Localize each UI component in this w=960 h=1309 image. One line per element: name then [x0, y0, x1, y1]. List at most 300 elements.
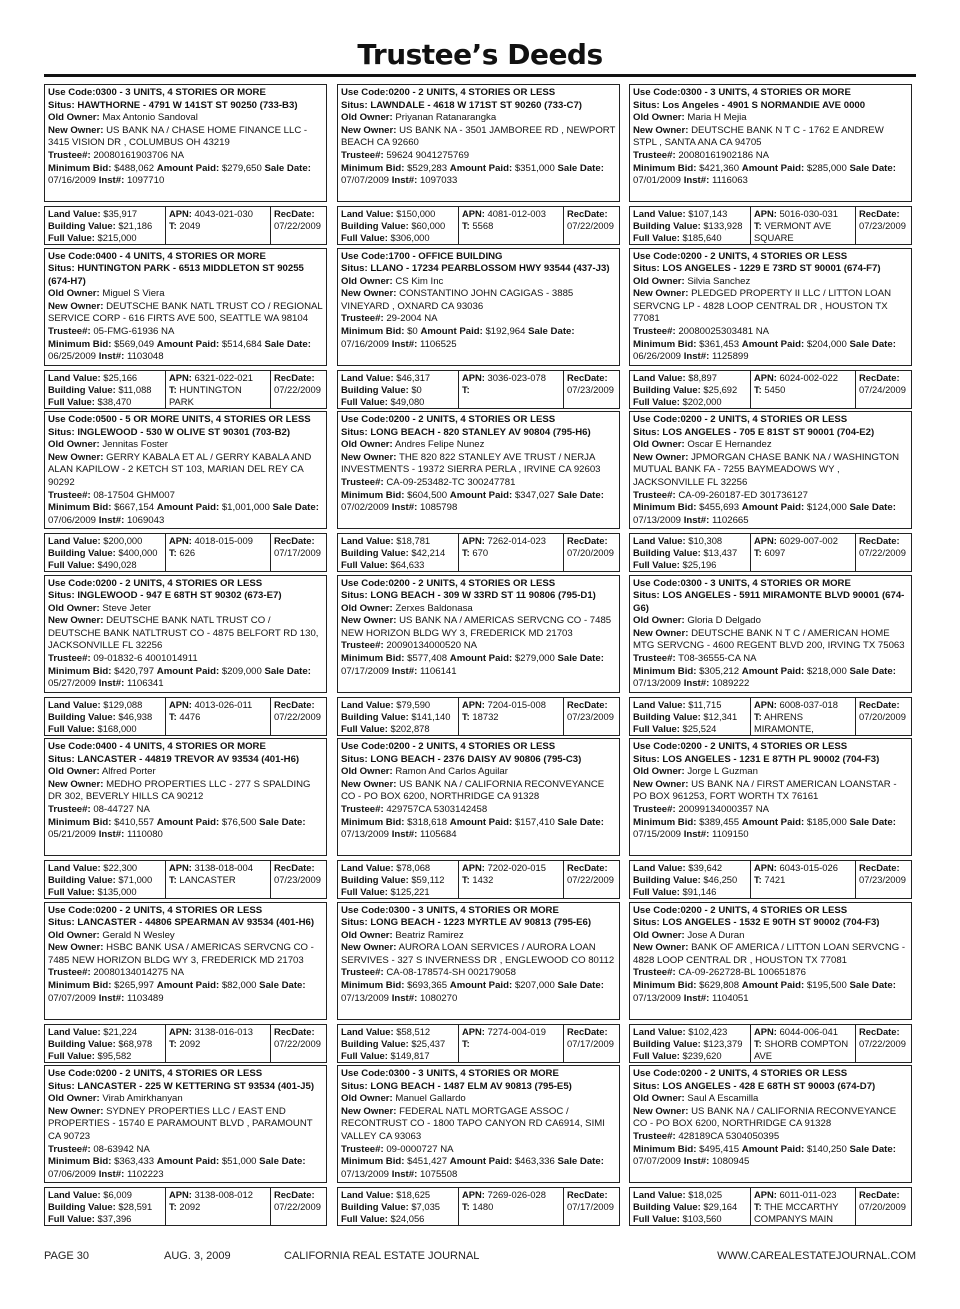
- bid-line: [48, 502, 323, 527]
- tract-line: [462, 1201, 560, 1213]
- apn-cell: [165, 1188, 270, 1225]
- situs-address: Situs: LOS ANGELES - 5911 MIRAMONTE BLVD 90001 (674-G6): [633, 590, 905, 614]
- amount-paid-label: Amount Paid:: [156, 980, 220, 992]
- new-owner-line: [633, 1106, 908, 1131]
- min-bid-label: Minimum Bid:: [341, 653, 405, 665]
- situs-address: Situs: LAWNDALE - 4618 W 171ST ST 90260 (733-C7): [341, 99, 582, 111]
- full-value-label: Full Value:: [633, 886, 680, 898]
- sale-date-value: 07/15/2009: [633, 829, 682, 841]
- trustee-line: [48, 967, 323, 980]
- tract-value: 5568: [472, 220, 494, 232]
- new-owner-line: [48, 942, 323, 967]
- values-cell: [630, 1026, 750, 1063]
- inst-label: Inst#:: [391, 829, 418, 841]
- use-code: Use Code:0200 - 2 UNITS, 4 STORIES OR LESS: [633, 741, 848, 752]
- values-cell: [338, 535, 458, 572]
- trustee-number: 08-17504 GHM007: [93, 489, 175, 501]
- old-owner-label: Old Owner:: [633, 615, 685, 627]
- old-owner-name: Max Antonio Sandoval: [102, 112, 198, 124]
- land-value: $200,000: [103, 535, 143, 546]
- bid-line: [633, 1144, 908, 1169]
- full-value: $239,620: [682, 1049, 722, 1061]
- building-value-line: [48, 711, 162, 723]
- building-value-label: Building Value:: [48, 220, 116, 232]
- min-bid-value: $604,500: [407, 489, 448, 501]
- tract-label: T:: [169, 710, 177, 722]
- apn-line: [462, 699, 560, 711]
- apn-number: 6029-007-002: [779, 535, 838, 546]
- amount-paid-label: Amount Paid:: [156, 816, 220, 828]
- old-owner-line: [48, 603, 323, 616]
- trustee-line: [48, 150, 323, 163]
- amount-paid-value: $124,000: [806, 502, 847, 514]
- building-value-line: [48, 384, 162, 396]
- old-owner-name: Gerald N Wesley: [102, 929, 175, 941]
- building-value-label: Building Value:: [48, 1201, 116, 1213]
- old-owner-name: Maria H Mejia: [687, 112, 747, 124]
- situs-line: [633, 427, 908, 440]
- trustee-number: 09-0000727 NA: [386, 1143, 454, 1155]
- tract-label: T:: [754, 383, 762, 395]
- min-bid-value: $265,997: [114, 980, 155, 992]
- min-bid-label: Minimum Bid:: [341, 1156, 405, 1168]
- use-code: Use Code:0300 - 3 UNITS, 4 STORIES OR MORE: [633, 87, 851, 98]
- tract-label: T:: [462, 710, 470, 722]
- situs-address: Situs: LANCASTER - 44806 SPEARMAN AV 93534 (401-H6): [48, 917, 315, 929]
- valuation-box: [337, 533, 620, 572]
- apn-cell: [458, 534, 563, 571]
- values-cell: [45, 208, 165, 245]
- deed-details: [629, 575, 912, 693]
- rec-date-cell: [563, 1188, 620, 1225]
- land-value-label: Land Value:: [341, 535, 394, 546]
- situs-address: Situs: INGLEWOOD - 530 W OLIVE ST 90301 (703-B2): [48, 426, 291, 438]
- situs-line: [48, 263, 323, 288]
- rec-date-cell: [563, 371, 620, 408]
- new-owner-name: AURORA LOAN SERVICES / AURORA LOAN SERVIVES - 327 S INVERNESS DR , ENGLEWOOD CO 80112: [341, 942, 615, 966]
- trustee-label: Trustee#:: [48, 967, 91, 979]
- new-owner-name: GERRY KABALA ET AL / GERRY KABALA AND ALAN KAPILOW - 2 KETCH ST 103, MARIAN DEL REY CA 90292: [48, 451, 312, 488]
- building-value: $60,000: [411, 220, 446, 232]
- rec-date-value: 07/23/2009: [567, 710, 614, 722]
- full-value: $306,000: [390, 232, 430, 244]
- rec-date-label: RecDate:: [567, 862, 608, 873]
- old-owner-label: Old Owner:: [48, 439, 100, 451]
- tract-value: AHRENS MIRAMONTE,: [754, 710, 814, 734]
- new-owner-line: [341, 452, 616, 477]
- full-value-label: Full Value:: [341, 395, 388, 407]
- sale-date-label: Sale Date:: [264, 665, 311, 677]
- building-value-label: Building Value:: [341, 874, 409, 886]
- min-bid-label: Minimum Bid:: [633, 816, 697, 828]
- building-value: $46,938: [118, 710, 153, 722]
- rec-date-value: 07/17/2009: [567, 1201, 614, 1213]
- apn-line: [754, 862, 852, 874]
- trustee-label: Trustee#:: [341, 149, 384, 161]
- min-bid-value: $451,427: [407, 1156, 448, 1168]
- rec-date-label: RecDate:: [274, 1189, 315, 1200]
- old-owner-line: [341, 766, 616, 779]
- bid-line: [48, 980, 323, 1005]
- amount-paid-value: $463,336: [514, 1156, 555, 1168]
- rec-date-label: RecDate:: [274, 371, 315, 383]
- situs-address: Situs: LOS ANGELES - 428 E 68TH ST 90003 (674-D7): [633, 1080, 876, 1092]
- trustee-line: [633, 490, 908, 503]
- deed-details: [629, 1065, 912, 1183]
- old-owner-line: [633, 112, 908, 125]
- land-value-line: [633, 699, 747, 711]
- old-owner-label: Old Owner:: [48, 1093, 100, 1105]
- use-code-line: [633, 414, 908, 427]
- amount-paid-value: $185,000: [806, 816, 847, 828]
- land-value: $46,317: [396, 371, 431, 383]
- trustee-number: 08-63942 NA: [93, 1143, 150, 1155]
- values-cell: [45, 535, 165, 572]
- sale-date-value: 05/21/2009: [48, 829, 97, 841]
- land-value-line: [48, 699, 162, 711]
- situs-line: [633, 263, 908, 276]
- use-code: Use Code:0200 - 2 UNITS, 4 STORIES OR LESS: [633, 414, 848, 425]
- apn-label: APN:: [169, 208, 192, 219]
- old-owner-name: Ramon And Carlos Aguilar: [395, 766, 508, 778]
- full-value-label: Full Value:: [48, 559, 95, 571]
- trustee-label: Trustee#:: [633, 149, 676, 161]
- rec-date-value: 07/23/2009: [567, 383, 614, 395]
- old-owner-label: Old Owner:: [633, 439, 685, 451]
- inst-value: 1089222: [711, 678, 750, 690]
- amount-paid-value: $76,500: [221, 816, 257, 828]
- inst-label: Inst#:: [98, 175, 125, 187]
- old-owner-label: Old Owner:: [341, 929, 393, 941]
- use-code: Use Code:0200 - 2 UNITS, 4 STORIES OR LESS: [341, 87, 556, 98]
- trustee-label: Trustee#:: [633, 967, 676, 979]
- apn-cell: [750, 534, 855, 571]
- sale-date-label: Sale Date:: [849, 980, 896, 992]
- sale-date-value: 07/13/2009: [633, 514, 682, 526]
- deed-record: [44, 248, 331, 412]
- sale-date-label: Sale Date:: [557, 489, 604, 501]
- use-code: Use Code:0200 - 2 UNITS, 4 STORIES OR LESS: [633, 904, 848, 916]
- full-value-line: [633, 232, 747, 244]
- trustee-number: 429757CA 5303142458: [386, 803, 488, 815]
- land-value: $107,143: [688, 208, 728, 219]
- rec-date-cell: [563, 861, 620, 898]
- building-value-line: [633, 711, 747, 723]
- valuation-box: [44, 1024, 327, 1063]
- building-value-line: [48, 874, 162, 886]
- use-code: Use Code:0300 - 3 UNITS, 4 STORIES OR MORE: [633, 577, 851, 589]
- min-bid-label: Minimum Bid:: [633, 980, 697, 992]
- bid-line: [633, 817, 908, 842]
- new-owner-name: DEUTSCHE BANK NATL TRUST CO / REGIONAL SERVICE CORP - 616 FIRTS AVE 500, SEATTLE WA 98104: [48, 300, 323, 325]
- sale-date-value: 07/06/2009: [48, 514, 97, 526]
- full-value-line: [341, 723, 455, 735]
- full-value: $202,000: [682, 395, 722, 407]
- inst-value: 1104051: [711, 992, 749, 1004]
- valuation-box: [337, 1024, 620, 1063]
- rec-date-label: RecDate:: [567, 1025, 608, 1037]
- trustee-number: 20090134000520 NA: [386, 640, 478, 652]
- building-value: $7,035: [411, 1201, 441, 1213]
- new-owner-name: DEUTSCHE BANK NATL TRUST CO / DEUTSCHE BANK NATLTRUST CO - 4875 BELFORT RD 130, JACKSONVILLE FL 32256: [48, 615, 319, 652]
- rec-date-value: 07/22/2009: [274, 1037, 321, 1049]
- new-owner-label: New Owner:: [341, 942, 397, 954]
- old-owner-label: Old Owner:: [341, 112, 393, 124]
- values-cell: [45, 699, 165, 736]
- situs-line: [48, 427, 323, 440]
- new-owner-label: New Owner:: [633, 627, 689, 639]
- old-owner-label: Old Owner:: [633, 929, 685, 941]
- full-value-label: Full Value:: [48, 886, 95, 898]
- old-owner-line: [48, 439, 323, 452]
- full-value-line: [48, 1213, 162, 1225]
- inst-value: 1085798: [419, 502, 458, 514]
- tract-value: 1480: [472, 1201, 494, 1213]
- full-value: $91,146: [682, 886, 717, 898]
- building-value: $29,164: [703, 1201, 738, 1213]
- land-value-line: [48, 862, 162, 874]
- deed-details: [337, 411, 620, 529]
- amount-paid-value: $209,000: [221, 665, 262, 677]
- valuation-box: [629, 860, 912, 899]
- tract-label: T:: [169, 547, 177, 559]
- use-code-line: [341, 251, 616, 264]
- land-value-label: Land Value:: [341, 371, 394, 383]
- apn-cell: [458, 207, 563, 244]
- building-value-line: [341, 384, 455, 396]
- min-bid-label: Minimum Bid:: [633, 502, 697, 514]
- building-value-label: Building Value:: [48, 710, 116, 722]
- rec-date-label: RecDate:: [567, 371, 608, 383]
- trustee-line: [341, 1144, 616, 1157]
- min-bid-label: Minimum Bid:: [341, 816, 405, 828]
- trustee-label: Trustee#:: [48, 326, 91, 338]
- use-code-line: [633, 87, 908, 100]
- tract-label: T:: [754, 220, 762, 232]
- min-bid-value: $389,455: [699, 816, 740, 828]
- footer-page-number: PAGE 30: [44, 1250, 90, 1262]
- full-value-line: [48, 886, 162, 898]
- land-value: $21,224: [103, 1025, 138, 1037]
- apn-number: 5016-030-031: [779, 208, 838, 219]
- min-bid-value: $363,433: [114, 1156, 155, 1168]
- trustee-line: [48, 326, 323, 339]
- apn-line: [754, 1189, 852, 1201]
- inst-value: 1103489: [126, 992, 164, 1004]
- trustee-number: 20080161902186 NA: [678, 149, 770, 161]
- sale-date-label: Sale Date:: [849, 816, 896, 828]
- sale-date-label: Sale Date:: [557, 162, 604, 174]
- building-value-line: [48, 547, 162, 559]
- sale-date-label: Sale Date:: [849, 162, 896, 174]
- land-value-line: [341, 372, 455, 384]
- values-cell: [338, 1026, 458, 1063]
- land-value-label: Land Value:: [48, 535, 101, 546]
- situs-line: [48, 917, 323, 930]
- building-value-label: Building Value:: [633, 874, 701, 886]
- sale-date-value: 07/07/2009: [48, 992, 97, 1004]
- tract-label: T:: [754, 1037, 762, 1049]
- situs-line: [341, 263, 616, 276]
- amount-paid-label: Amount Paid:: [156, 665, 220, 677]
- building-value-label: Building Value:: [633, 1201, 701, 1213]
- use-code-line: [341, 905, 616, 918]
- building-value-label: Building Value:: [341, 1201, 409, 1213]
- rec-date-value: 07/23/2009: [859, 874, 906, 886]
- use-code: Use Code:0200 - 2 UNITS, 4 STORIES OR LESS: [48, 904, 263, 916]
- apn-label: APN:: [169, 1025, 192, 1037]
- full-value: $24,056: [390, 1213, 425, 1225]
- trustee-label: Trustee#:: [633, 1130, 676, 1142]
- min-bid-label: Minimum Bid:: [633, 665, 697, 677]
- deed-details: [337, 1065, 620, 1183]
- apn-cell: [750, 207, 855, 244]
- full-value-line: [341, 396, 455, 408]
- building-value-line: [633, 874, 747, 886]
- full-value-line: [633, 559, 747, 571]
- bid-line: [633, 980, 908, 1005]
- situs-address: Situs: LOS ANGELES - 1532 E 90TH ST 90002 (704-F3): [633, 917, 880, 929]
- use-code-line: [341, 578, 616, 591]
- tract-value: 2092: [179, 1201, 201, 1213]
- min-bid-value: $305,212: [699, 665, 740, 677]
- use-code: Use Code:0200 - 2 UNITS, 4 STORIES OR LESS: [48, 1068, 263, 1079]
- land-value-line: [48, 535, 162, 547]
- amount-paid-label: Amount Paid:: [741, 980, 805, 992]
- new-owner-line: [341, 288, 616, 313]
- building-value-label: Building Value:: [48, 383, 116, 395]
- trustee-label: Trustee#:: [48, 803, 91, 815]
- building-value: $0: [411, 383, 422, 395]
- apn-line: [462, 372, 560, 384]
- rec-date-label: RecDate:: [859, 1025, 900, 1037]
- valuation-box: [44, 206, 327, 245]
- full-value-label: Full Value:: [633, 1049, 680, 1061]
- deed-record: [337, 575, 624, 739]
- old-owner-line: [48, 288, 323, 301]
- rec-date-value: 07/22/2009: [859, 547, 906, 559]
- inst-value: 1106341: [126, 678, 164, 690]
- valuation-box: [337, 697, 620, 736]
- situs-line: [48, 590, 323, 603]
- use-code-line: [48, 905, 323, 918]
- rec-date-cell: [563, 534, 620, 571]
- sale-date-label: Sale Date:: [849, 665, 896, 677]
- tract-line: [754, 874, 852, 886]
- sale-date-label: Sale Date:: [557, 1156, 604, 1168]
- tract-label: T:: [462, 1037, 470, 1049]
- apn-line: [754, 372, 852, 384]
- new-owner-name: DEUTSCHE BANK N T C - 1762 E ANDREW STPL , SANTA ANA CA 94705: [633, 124, 884, 149]
- land-value: $25,166: [103, 371, 138, 383]
- inst-value: 1075508: [419, 1168, 458, 1180]
- values-cell: [630, 699, 750, 736]
- bid-line: [633, 666, 908, 691]
- building-value-line: [633, 1201, 747, 1213]
- inst-value: 1097710: [126, 175, 165, 187]
- deed-record: [44, 411, 331, 575]
- new-owner-line: [633, 125, 908, 150]
- new-owner-label: New Owner:: [341, 124, 397, 136]
- tract-value: 4476: [179, 710, 201, 722]
- rec-date-value: 07/20/2009: [567, 547, 614, 559]
- trustee-line: [48, 1144, 323, 1157]
- land-value-line: [633, 535, 747, 547]
- apn-number: 3036-023-078: [487, 371, 546, 383]
- sale-date-value: 07/13/2009: [341, 1168, 390, 1180]
- rec-date-label: RecDate:: [859, 371, 900, 383]
- new-owner-label: New Owner:: [633, 942, 689, 954]
- tract-line: [754, 384, 852, 396]
- full-value-label: Full Value:: [48, 722, 95, 734]
- sale-date-value: 07/16/2009: [48, 175, 97, 187]
- valuation-box: [337, 206, 620, 245]
- trustee-label: Trustee#:: [633, 489, 676, 501]
- sale-date-label: Sale Date:: [528, 326, 575, 338]
- inst-label: Inst#:: [683, 175, 710, 187]
- tract-line: [169, 384, 267, 408]
- sale-date-label: Sale Date:: [264, 338, 311, 350]
- deed-record: [629, 84, 916, 248]
- land-value-label: Land Value:: [48, 698, 101, 710]
- values-cell: [338, 1189, 458, 1226]
- apn-line: [462, 1189, 560, 1201]
- building-value-label: Building Value:: [633, 383, 701, 395]
- trustee-line: [341, 967, 616, 980]
- use-code-line: [341, 414, 616, 427]
- tract-label: T:: [754, 874, 762, 886]
- bid-line: [48, 163, 323, 188]
- rec-date-value: 07/17/2009: [567, 1037, 614, 1049]
- land-value-line: [48, 1189, 162, 1201]
- apn-line: [169, 862, 267, 874]
- apn-label: APN:: [462, 862, 485, 873]
- building-value: $59,112: [411, 874, 445, 886]
- building-value-line: [341, 220, 455, 232]
- trustee-number: 20080025303481 NA: [678, 326, 770, 338]
- full-value-label: Full Value:: [633, 722, 680, 734]
- new-owner-label: New Owner:: [341, 1105, 397, 1117]
- situs-line: [48, 100, 323, 113]
- inst-value: 1069043: [126, 514, 165, 526]
- full-value: $38,470: [97, 395, 132, 407]
- new-owner-line: [341, 1106, 616, 1144]
- valuation-box: [337, 860, 620, 899]
- rec-date-cell: [270, 371, 327, 408]
- apn-cell: [750, 1188, 855, 1225]
- inst-label: Inst#:: [683, 514, 710, 526]
- apn-cell: [750, 371, 855, 408]
- new-owner-label: New Owner:: [341, 451, 397, 463]
- use-code-line: [48, 414, 323, 427]
- deed-record: [337, 248, 624, 412]
- building-value: $25,437: [411, 1037, 446, 1049]
- trustee-line: [633, 653, 908, 666]
- valuation-box: [44, 697, 327, 736]
- use-code: Use Code:0400 - 4 UNITS, 4 STORIES OR MORE: [48, 250, 266, 262]
- situs-line: [341, 754, 616, 767]
- rec-date-label: RecDate:: [274, 1025, 315, 1037]
- rec-date-value: 07/23/2009: [859, 220, 906, 232]
- land-value-label: Land Value:: [341, 1025, 394, 1037]
- old-owner-label: Old Owner:: [633, 766, 685, 778]
- land-value-line: [341, 699, 455, 711]
- use-code-line: [341, 87, 616, 100]
- old-owner-name: Priyanan Ratanarangka: [395, 112, 497, 124]
- trustee-line: [633, 1131, 908, 1144]
- apn-number: 7269-026-028: [487, 1189, 546, 1200]
- amount-paid-label: Amount Paid:: [449, 1156, 513, 1168]
